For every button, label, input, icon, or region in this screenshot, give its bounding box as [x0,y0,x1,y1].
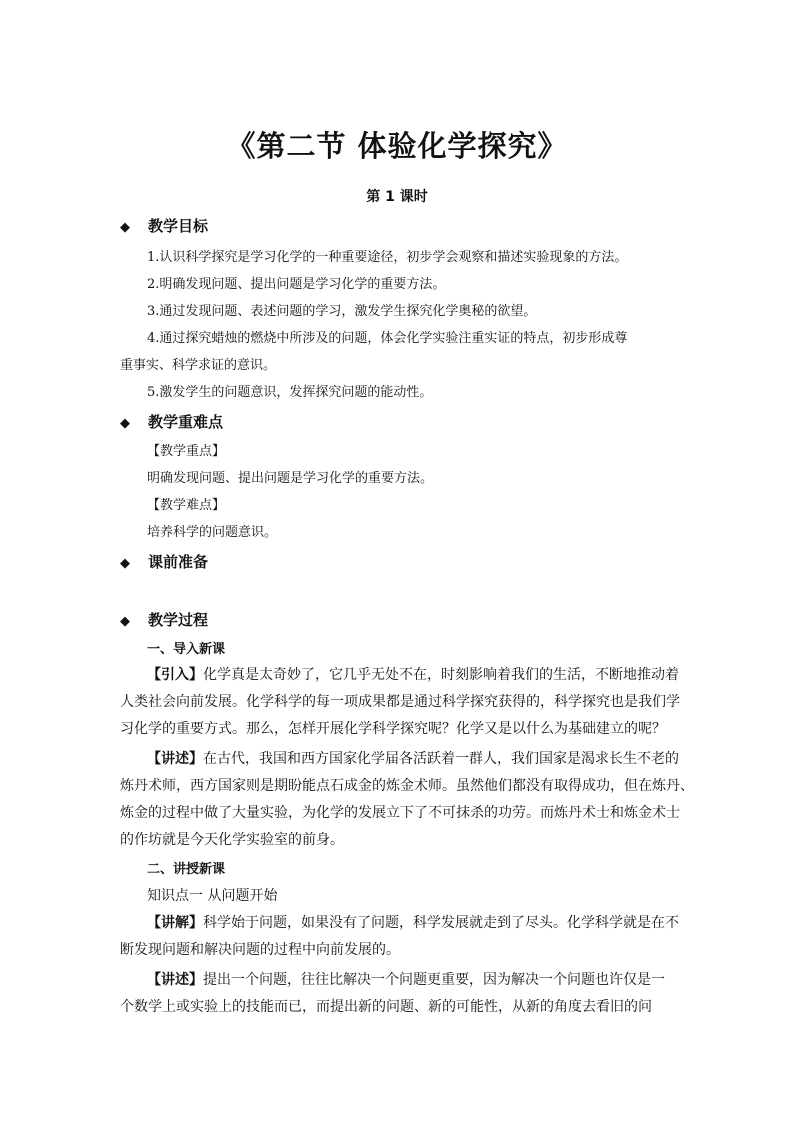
diamond-bullet-icon: ◆ [120,416,130,431]
objective-item: 3.通过发现问题、表述问题的学习，激发学生探究化学奥秘的欲望。 [147,304,537,319]
section-heading-text: 教学过程 [148,611,209,629]
paragraph-line [147,970,707,990]
difficulty-text: 培养科学的问题意识。 [147,525,278,540]
objective-item: 1.认识科学探究是学习化学的一种重要途径，初步学会观察和描述实验现象的方法。 [147,250,628,265]
focus-label: 【教学重点】 [147,444,226,459]
document-title: 《第二节 体验化学探究》 [226,129,568,163]
difficulty-label: 【教学难点】 [147,498,226,513]
part-heading-intro: 一、导入新课 [147,642,226,657]
paragraph-line [147,749,707,769]
diamond-bullet-icon: ◆ [120,556,130,571]
paragraph-line: 人类社会向前发展。化学科学的每一项成果都是通过科学探究获得的，科学探究也是我们学 [120,694,680,710]
paragraph-text: 化学真是太奇妙了，它几乎无处不在，时刻影响着我们的生活，不断地推动着 [203,667,679,683]
talk-tag: 【讲述】 [147,972,203,988]
objective-item-continued: 重事实、科学求证的意识。 [120,358,277,373]
paragraph-line: 炼丹术师，西方国家则是期盼能点石成金的炼金术师。虽然他们都没有取得成功，但在炼丹、 [120,778,694,794]
objective-item: 2.明确发现问题、提出问题是学习化学的重要方法。 [147,277,446,292]
paragraph-line: 断发现问题和解决问题的过程中向前发展的。 [120,942,400,958]
section-heading-text: 课前准备 [148,553,209,571]
objective-item: 5.激发学生的问题意识，发挥探究问题的能动性。 [147,385,433,400]
lesson-period: 第 1 课时 [366,189,428,205]
section-heading-preparation [120,552,680,574]
objective-item: 4.通过探究蜡烛的燃烧中所涉及的问题，体会化学实验注重实证的特点，初步形成尊 [147,331,628,346]
paragraph-line [147,665,707,685]
paragraph-line: 炼金的过程中做了大量实验，为化学的发展立下了不可抹杀的功劳。而炼丹术士和炼金术士 [120,805,680,821]
paragraph-line [147,913,707,933]
paragraph-text: 提出一个问题，往往比解决一个问题更重要，因为解决一个问题也许仅是一 [203,972,665,988]
talk-tag: 【讲述】 [147,751,203,767]
focus-text: 明确发现问题、提出问题是学习化学的重要方法。 [147,471,434,486]
paragraph-line: 个数学上或实验上的技能而已，而提出新的问题、新的可能性，从新的角度去看旧的问 [120,999,652,1015]
part-heading-lecture: 二、讲授新课 [147,862,226,877]
section-heading-text: 教学重难点 [148,413,224,431]
section-heading-keypoints [120,412,680,434]
explain-tag: 【讲解】 [147,915,203,931]
diamond-bullet-icon: ◆ [120,220,130,235]
section-heading-objectives [120,216,680,238]
intro-tag: 【引入】 [147,667,203,683]
paragraph-text: 科学始于问题，如果没有了问题，科学发展就走到了尽头。化学科学就是在不 [203,915,679,931]
paragraph-line: 的作坊就是今天化学实验室的前身。 [120,832,344,848]
diamond-bullet-icon: ◆ [120,614,130,629]
paragraph-text: 在古代，我国和西方国家化学届各活跃着一群人，我们国家是渴求长生不老的 [203,751,679,767]
knowledge-point-title: 知识点一 从问题开始 [147,888,278,904]
paragraph-line: 习化学的重要方式。那么，怎样开展化学科学探究呢？化学又是以什么为基础建立的呢？ [120,721,666,737]
section-heading-process [120,610,680,632]
section-heading-text: 教学目标 [148,217,209,235]
